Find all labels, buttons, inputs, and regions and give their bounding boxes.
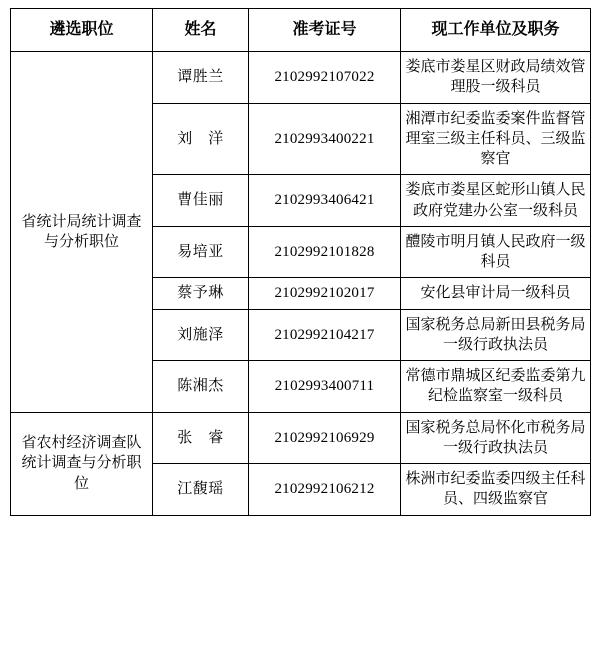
table-row bbox=[11, 412, 591, 464]
column-header-unit: 现工作单位及职务 bbox=[401, 9, 591, 52]
post-group-cell: 省农村经济调查队统计调查与分析职位 bbox=[11, 412, 153, 515]
candidate-unit: 国家税务总局怀化市税务局一级行政执法员 bbox=[401, 412, 591, 464]
candidate-exam-id: 2102993406421 bbox=[249, 175, 401, 227]
candidate-unit: 娄底市娄星区财政局绩效管理股一级科员 bbox=[401, 52, 591, 104]
candidate-name: 陈湘杰 bbox=[153, 361, 249, 413]
post-group-cell: 省统计局统计调查与分析职位 bbox=[11, 52, 153, 413]
candidate-exam-id: 2102992106929 bbox=[249, 412, 401, 464]
candidate-name: 刘施泽 bbox=[153, 309, 249, 361]
candidate-exam-id: 2102992101828 bbox=[249, 226, 401, 278]
candidate-unit: 常德市鼎城区纪委监委第九纪检监察室一级科员 bbox=[401, 361, 591, 413]
candidate-unit: 株洲市纪委监委四级主任科员、四级监察官 bbox=[401, 464, 591, 516]
candidate-exam-id: 2102992106212 bbox=[249, 464, 401, 516]
candidate-exam-id: 2102992102017 bbox=[249, 278, 401, 309]
candidate-roster-table bbox=[10, 8, 591, 516]
table-header-row bbox=[11, 9, 591, 52]
candidate-exam-id: 2102992104217 bbox=[249, 309, 401, 361]
candidate-name: 曹佳丽 bbox=[153, 175, 249, 227]
column-header-exam-id: 准考证号 bbox=[249, 9, 401, 52]
candidate-exam-id: 2102992107022 bbox=[249, 52, 401, 104]
candidate-name: 易培亚 bbox=[153, 226, 249, 278]
table-row bbox=[11, 52, 591, 104]
candidate-name: 张 睿 bbox=[153, 412, 249, 464]
table-body bbox=[11, 52, 591, 516]
candidate-unit: 醴陵市明月镇人民政府一级科员 bbox=[401, 226, 591, 278]
candidate-name: 刘 洋 bbox=[153, 103, 249, 175]
candidate-unit: 安化县审计局一级科员 bbox=[401, 278, 591, 309]
column-header-post: 遴选职位 bbox=[11, 9, 153, 52]
candidate-unit: 湘潭市纪委监委案件监督管理室三级主任科员、三级监察官 bbox=[401, 103, 591, 175]
column-header-name: 姓名 bbox=[153, 9, 249, 52]
candidate-exam-id: 2102993400221 bbox=[249, 103, 401, 175]
candidate-name: 谭胜兰 bbox=[153, 52, 249, 104]
candidate-name: 蔡予琳 bbox=[153, 278, 249, 309]
candidate-exam-id: 2102993400711 bbox=[249, 361, 401, 413]
candidate-unit: 国家税务总局新田县税务局一级行政执法员 bbox=[401, 309, 591, 361]
candidate-unit: 娄底市娄星区蛇形山镇人民政府党建办公室一级科员 bbox=[401, 175, 591, 227]
candidate-name: 江馥瑶 bbox=[153, 464, 249, 516]
